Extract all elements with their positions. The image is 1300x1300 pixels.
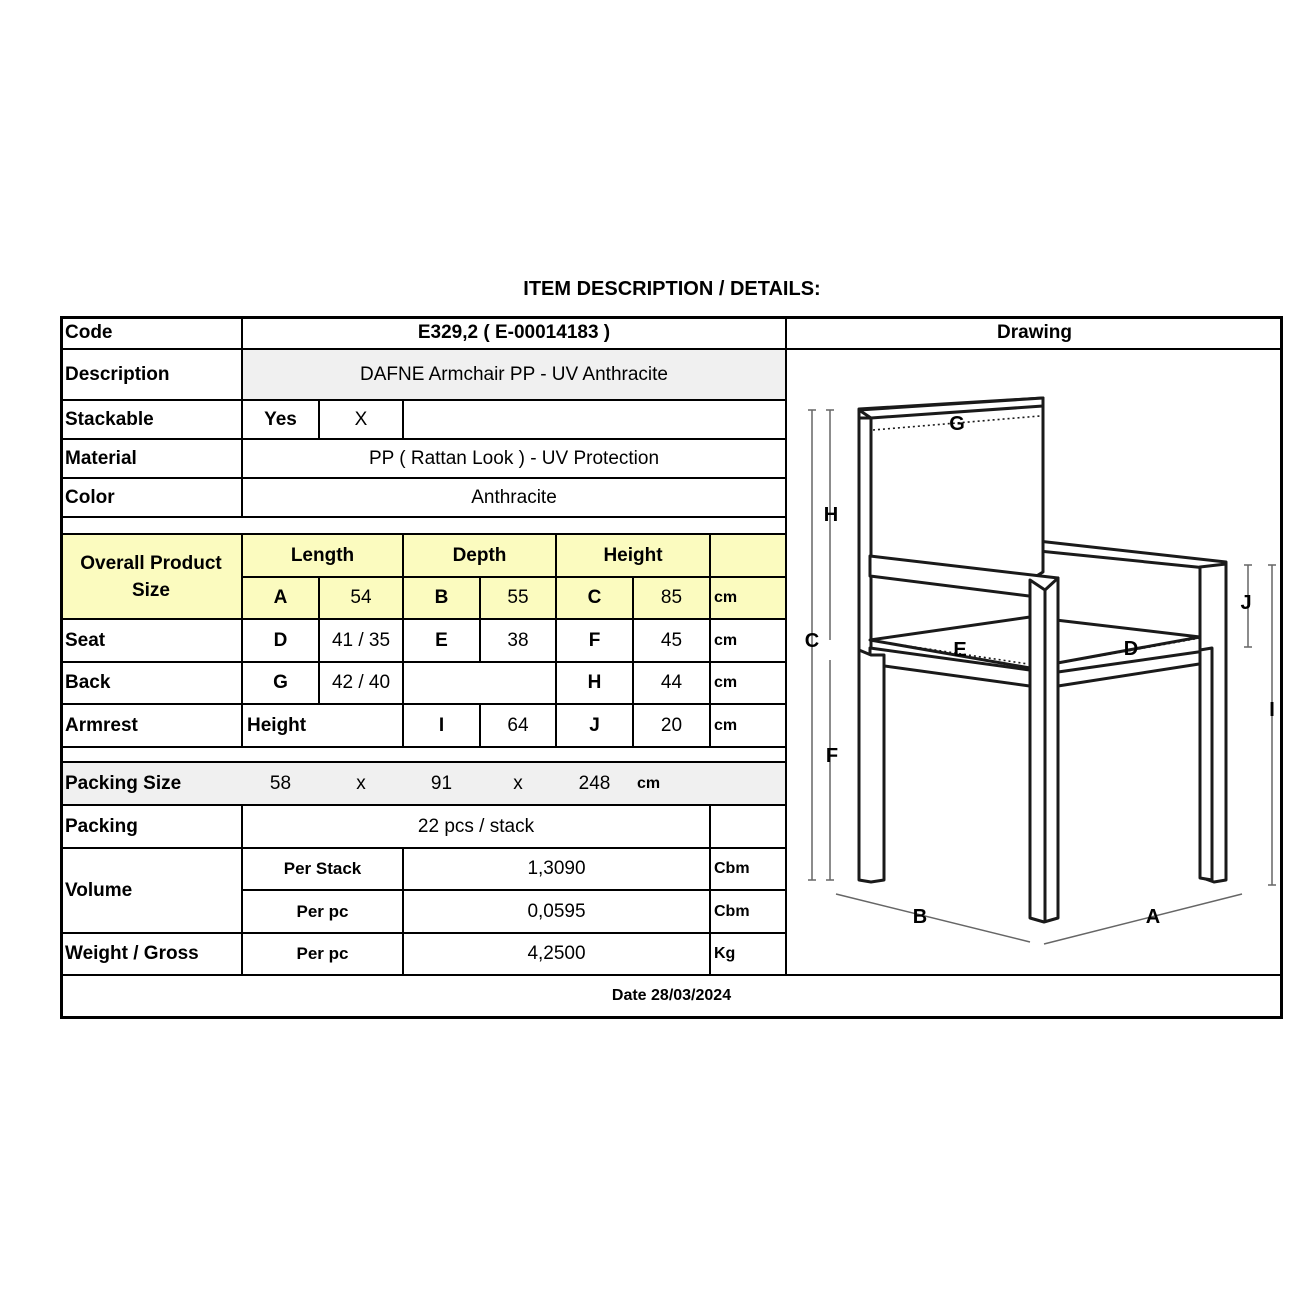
stackable-yes: Yes (264, 408, 297, 430)
seat-unit: cm (714, 631, 738, 649)
back-g-value: 42 / 40 (331, 672, 391, 693)
date-footer: Date 28/03/2024 (611, 987, 732, 1004)
description-label: Description (65, 363, 170, 385)
page-title: ITEM DESCRIPTION / DETAILS: (523, 278, 821, 300)
stackable-label: Stackable (65, 408, 154, 430)
overall-label-line2: Size (131, 579, 171, 601)
weight-value: 4,2500 (527, 943, 586, 964)
back-unit: cm (714, 674, 738, 691)
weight-unit: Kg (714, 945, 736, 962)
stackable-mark: X (354, 408, 368, 430)
height-header: Height (603, 544, 663, 566)
armrest-j-value: 20 (660, 714, 683, 736)
overall-c-value: 85 (660, 587, 683, 608)
overall-b-value: 55 (507, 587, 529, 608)
depth-header: Depth (452, 544, 507, 566)
weight-label: Weight / Gross (65, 943, 199, 964)
length-header: Length (290, 544, 355, 566)
drawing-label-h: H (823, 504, 839, 526)
seat-f-key: F (588, 629, 601, 651)
armrest-j-key: J (589, 714, 600, 736)
drawing-label-f: F (825, 745, 839, 767)
packing-size-v2: 91 (430, 772, 453, 794)
volume-per-stack-unit: Cbm (714, 860, 750, 877)
packing-size-label: Packing Size (65, 772, 182, 794)
packing-size-x2: x (513, 772, 523, 794)
packing-size-x1: x (356, 772, 366, 794)
code-label: Code (65, 322, 113, 343)
volume-per-pc-value: 0,0595 (527, 900, 586, 922)
color-value: Anthracite (471, 486, 557, 508)
overall-a-key: A (273, 587, 288, 608)
code-value: E329,2 ( E-00014183 ) (417, 322, 611, 343)
volume-per-stack-label: Per Stack (283, 859, 362, 878)
volume-label: Volume (65, 879, 133, 901)
overall-a-value: 54 (350, 587, 372, 608)
armrest-i-key: I (438, 714, 445, 736)
color-label: Color (65, 486, 115, 508)
back-h-value: 44 (660, 672, 683, 693)
drawing-label-e: E (953, 639, 967, 661)
back-label: Back (65, 672, 111, 693)
volume-per-stack-value: 1,3090 (527, 858, 586, 879)
seat-d-value: 41 / 35 (331, 629, 391, 651)
seat-label: Seat (65, 629, 106, 651)
seat-f-value: 45 (660, 629, 683, 651)
seat-d-key: D (273, 629, 288, 651)
packing-label: Packing (65, 815, 138, 837)
packing-size-v3: 248 (578, 772, 611, 794)
drawing-label-d: D (1123, 638, 1139, 660)
back-h-key: H (587, 672, 602, 693)
seat-e-key: E (435, 629, 448, 651)
weight-per-pc-label: Per pc (296, 944, 349, 963)
packing-size-v1: 58 (269, 772, 292, 794)
overall-label-line1: Overall Product (80, 552, 222, 574)
material-label: Material (65, 447, 137, 469)
armrest-unit: cm (714, 716, 738, 734)
overall-unit: cm (714, 589, 738, 606)
drawing-label-c: C (804, 630, 820, 652)
back-g-key: G (273, 672, 288, 693)
material-value: PP ( Rattan Look ) - UV Protection (368, 447, 660, 469)
volume-per-pc-unit: Cbm (714, 902, 750, 920)
armrest-i-value: 64 (507, 714, 529, 736)
armrest-height-label: Height (247, 714, 307, 736)
armrest-label: Armrest (65, 714, 138, 736)
overall-c-key: C (587, 587, 602, 608)
overall-b-key: B (434, 587, 449, 608)
packing-size-unit: cm (637, 774, 661, 792)
drawing-label-g: G (949, 413, 965, 435)
volume-per-pc-label: Per pc (296, 901, 349, 921)
drawing-label-a: A (1145, 906, 1161, 928)
description-value: DAFNE Armchair PP - UV Anthracite (360, 363, 668, 385)
drawing-label-i: I (1269, 699, 1275, 721)
drawing-label-j: J (1240, 592, 1252, 614)
drawing-label: Drawing (997, 322, 1072, 343)
drawing-label-b: B (912, 906, 928, 928)
packing-value: 22 pcs / stack (417, 815, 535, 837)
seat-e-value: 38 (507, 629, 529, 651)
